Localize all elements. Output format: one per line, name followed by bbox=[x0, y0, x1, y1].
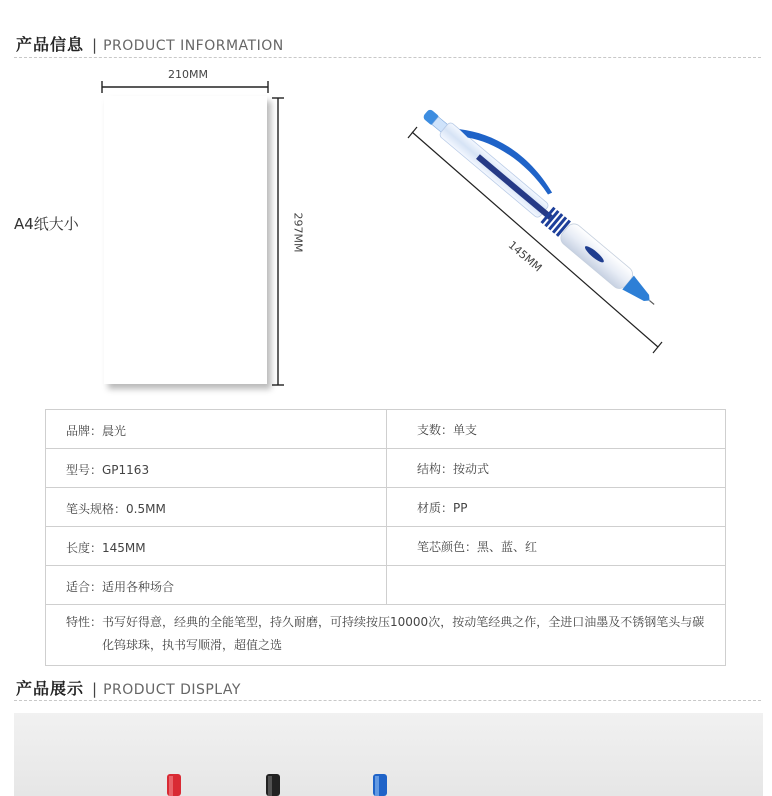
spec-material: 材质：PP bbox=[387, 488, 726, 527]
black-pen-top bbox=[266, 774, 280, 796]
feature-text: 书写好得意，经典的全能笔型，持久耐磨，可持续按压10000次，按动笔经典之作，全进口油墨及不锈钢笔头与碳化钨球珠，执书写顺滑，超值之选 bbox=[102, 615, 705, 652]
spec-brand: 品牌：晨光 bbox=[46, 410, 387, 449]
paper-height-label: 297MM bbox=[291, 212, 305, 253]
spec-empty bbox=[387, 566, 726, 605]
pen-caps-photo bbox=[14, 713, 763, 796]
spec-refill-colors: 笔芯颜色：黑、蓝、红 bbox=[387, 527, 726, 566]
spec-tip-size: 笔头规格：0.5MM bbox=[46, 488, 387, 527]
spec-model: 型号：GP1163 bbox=[46, 449, 387, 488]
section-title-en: PRODUCT DISPLAY bbox=[103, 682, 241, 698]
red-pen-top bbox=[167, 774, 181, 796]
product-display-header bbox=[16, 676, 241, 699]
table-row bbox=[46, 449, 726, 488]
section-title-en: PRODUCT INFORMATION bbox=[103, 38, 284, 54]
spec-table bbox=[45, 409, 726, 666]
pen-length-label: 145MM bbox=[505, 238, 545, 275]
title-separator: | bbox=[92, 36, 98, 54]
pen-illustration bbox=[400, 100, 700, 370]
blue-pen-top bbox=[373, 774, 387, 796]
product-info-header bbox=[16, 32, 284, 55]
title-separator: | bbox=[92, 680, 98, 698]
spec-quantity: 支数：单支 bbox=[387, 410, 726, 449]
paper-width-label: 210MM bbox=[168, 68, 208, 81]
spec-structure: 结构：按动式 bbox=[387, 449, 726, 488]
spec-length: 长度：145MM bbox=[46, 527, 387, 566]
a4-size-label: A4纸大小 bbox=[14, 215, 79, 233]
header-divider bbox=[14, 57, 761, 58]
a4-paper bbox=[104, 96, 267, 384]
section-title-cn: 产品展示 bbox=[16, 679, 85, 698]
spec-usage: 适合：适用各种场合 bbox=[46, 566, 387, 605]
table-row bbox=[46, 410, 726, 449]
table-row bbox=[46, 527, 726, 566]
section-title-cn: 产品信息 bbox=[16, 35, 85, 54]
header-divider bbox=[14, 700, 761, 701]
spec-feature bbox=[46, 605, 726, 666]
table-row bbox=[46, 566, 726, 605]
table-row bbox=[46, 488, 726, 527]
feature-label: 特性： bbox=[66, 615, 103, 629]
table-row bbox=[46, 605, 726, 666]
pen-length-line bbox=[412, 132, 658, 347]
product-display-image bbox=[14, 713, 763, 796]
